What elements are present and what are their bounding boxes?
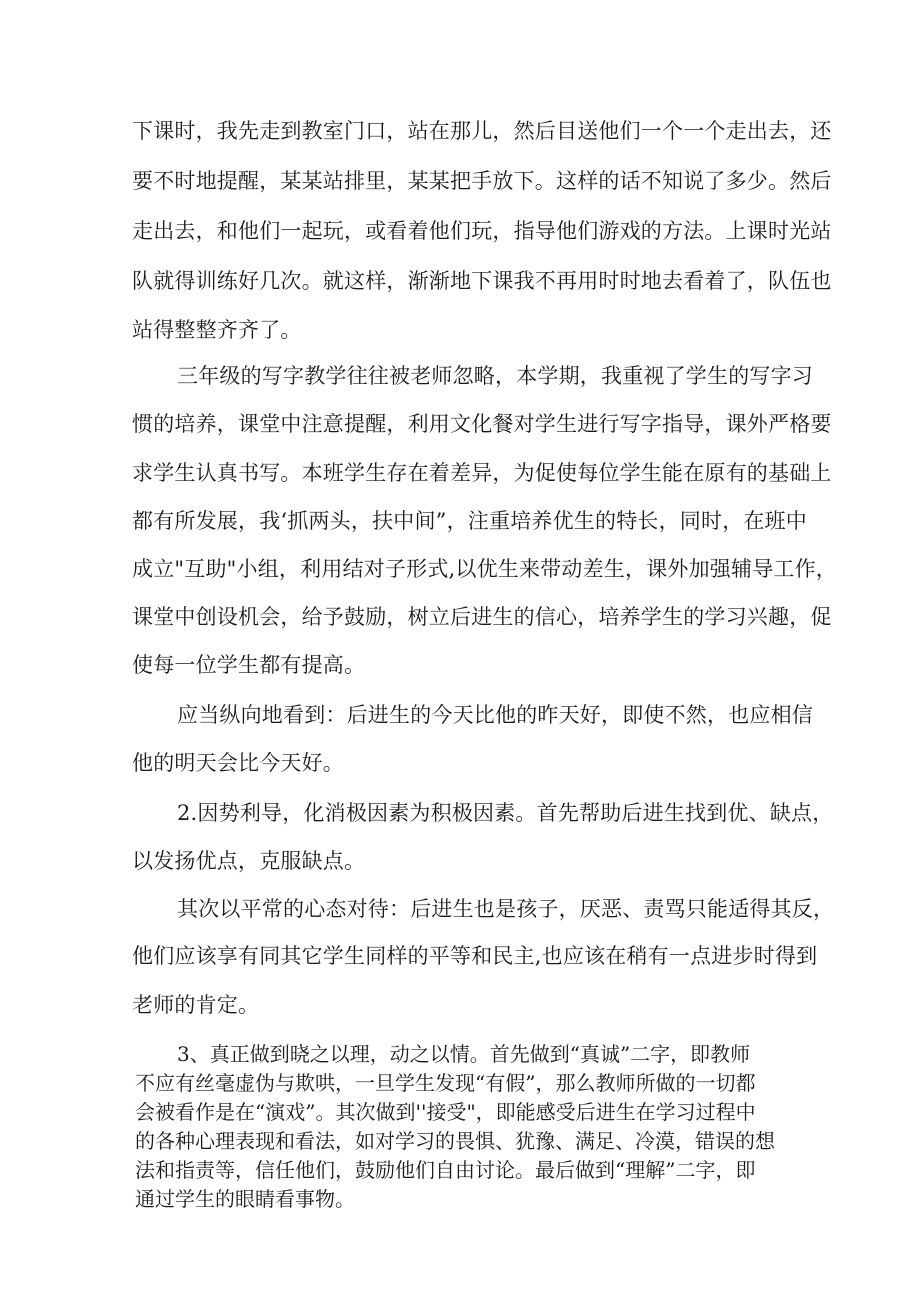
- text-line: 会被看作是在“演戏”。其次做到''接受"，即能感受后进生在学习过程中: [135, 1100, 756, 1124]
- text-line: 课堂中创设机会，给予鼓励，树立后进生的信心，培养学生的学习兴趣，促: [132, 605, 832, 629]
- text-line: 他们应该享有同其它学生同样的平等和民主,也应该在稍有一点进步时得到: [132, 944, 818, 968]
- text-line: 2.因势利导，化消极因素为积极因素。首先帮助后进生找到优、缺点，: [177, 801, 834, 825]
- text-line: 惯的培养，课堂中注意提醒，利用文化餐对学生进行写字指导，课外严格要: [132, 412, 832, 436]
- text-line: 其次以平常的心态对待：后进生也是孩子，厌恶、责骂只能适得其反，: [177, 897, 835, 921]
- text-line: 队就得训练好几次。就这样，渐渐地下课我不再用时时地去看着了，队伍也: [132, 269, 832, 293]
- text-line: 以发扬优点，克服缺点。: [132, 849, 366, 873]
- text-line: 通过学生的眼睛看事物。: [135, 1187, 355, 1211]
- text-line: 成立"互助"小组，利用结对子形式,以优生来带动差生，课外加强辅导工作，: [132, 557, 837, 581]
- text-line: 使每一位学生都有提高。: [132, 653, 366, 677]
- text-line: 不应有丝毫虚伪与欺哄，一旦学生发现“有假”，那么教师所做的一切都: [135, 1071, 756, 1095]
- text-line: 3、真正做到晓之以理，动之以情。首先做到“真诚”二字，即教师: [177, 1042, 751, 1066]
- text-line: 走出去，和他们一起玩，或看着他们玩，指导他们游戏的方法。上课时光站: [132, 219, 832, 243]
- text-line: 站得整整齐齐了。: [132, 318, 302, 342]
- text-line: 法和指责等，信任他们，鼓励他们自由讨论。最后做到“理解”二字，即: [135, 1158, 756, 1182]
- text-line: 应当纵向地看到：后进生的今天比他的昨天好，即使不然，也应相信: [177, 703, 813, 727]
- text-line: 都有所发展，我‘抓两头，扶中间”，注重培养优生的特长，同时，在班中: [132, 509, 808, 533]
- text-line: 老师的肯定。: [132, 993, 260, 1017]
- text-line: 要不时地提醒，某某站排里，某某把手放下。这样的话不知说了多少。然后: [132, 169, 832, 193]
- text-line: 求学生认真书写。本班学生存在着差异，为促使每位学生能在原有的基础上: [132, 461, 832, 485]
- text-line: 三年级的写字教学往往被老师忽略，本学期，我重视了学生的写字习: [177, 364, 813, 388]
- text-line: 下课时，我先走到教室门口，站在那儿，然后目送他们一个一个走出去，还: [132, 119, 832, 143]
- text-line: 他的明天会比今天好。: [132, 751, 344, 775]
- text-line: 的各种心理表现和看法，如对学习的畏惧、犹豫、满足、冷漠，错误的想: [135, 1129, 775, 1153]
